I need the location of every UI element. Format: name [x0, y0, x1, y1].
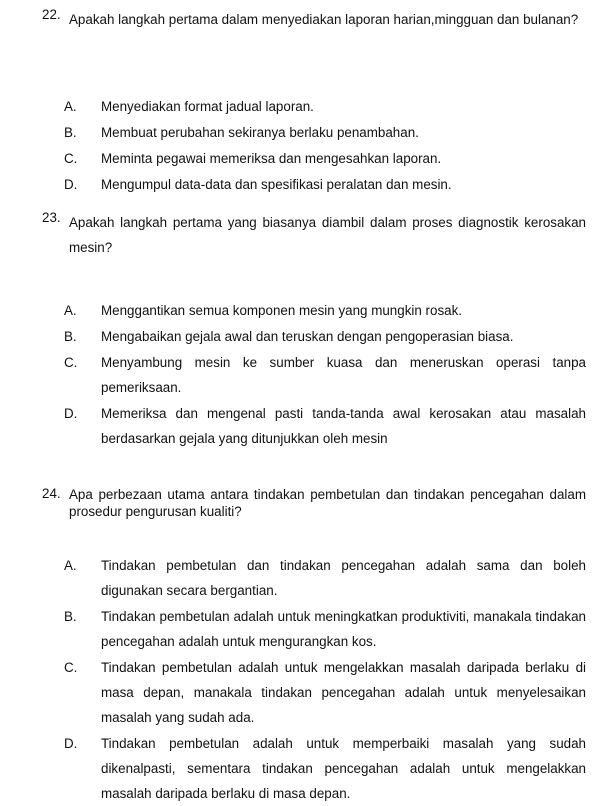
- option-c[interactable]: [64, 655, 586, 730]
- option-letter: D.: [64, 406, 78, 421]
- option-text: Mengabaikan gejala awal dan teruskan dengan pengoperasian biasa.: [101, 329, 514, 344]
- option-text: Menggantikan semua komponen mesin yang mungkin rosak.: [101, 303, 463, 318]
- question-number: 24.: [42, 486, 61, 501]
- option-text: Meminta pegawai memeriksa dan mengesahkan laporan.: [101, 151, 442, 166]
- options-24: [64, 553, 586, 806]
- option-letter: C.: [64, 151, 78, 166]
- options-22: [64, 94, 586, 197]
- option-a[interactable]: [64, 94, 586, 119]
- option-text: Menyediakan format jadual laporan.: [101, 99, 314, 114]
- option-letter: C.: [64, 355, 78, 370]
- option-b[interactable]: [64, 120, 586, 145]
- option-text: Mengumpul data-data dan spesifikasi peralatan dan mesin.: [101, 177, 452, 192]
- question-22: [44, 7, 586, 32]
- option-b[interactable]: [64, 324, 586, 349]
- option-text: Membuat perubahan sekiranya berlaku penambahan.: [101, 125, 419, 140]
- option-c[interactable]: [64, 146, 586, 171]
- option-letter: A.: [64, 303, 77, 318]
- question-23: [44, 210, 586, 260]
- option-letter: B.: [64, 609, 77, 624]
- option-c[interactable]: [64, 350, 586, 400]
- option-text: Memeriksa dan mengenal pasti tanda-tanda awal kerosakan atau masalah berdasarkan gejala yang ditunjukkan oleh mesin: [101, 406, 586, 446]
- option-b[interactable]: [64, 604, 586, 654]
- option-text: Tindakan pembetulan dan tindakan pencegahan adalah sama dan boleh digunakan secara bergantian.: [101, 558, 586, 598]
- option-text: Menyambung mesin ke sumber kuasa dan meneruskan operasi tanpa pemeriksaan.: [101, 355, 586, 395]
- option-a[interactable]: [64, 553, 586, 603]
- option-letter: A.: [64, 99, 77, 114]
- option-text: Tindakan pembetulan adalah untuk mengelakkan masalah daripada berlaku di masa depan, manakala tindakan pencegahan adalah untuk menyelesaikan masalah yang sudah ada.: [101, 660, 586, 725]
- question-text: Apakah langkah pertama dalam menyediakan laporan harian,mingguan dan bulanan?: [69, 12, 579, 27]
- option-text: Tindakan pembetulan adalah untuk memperbaiki masalah yang sudah dikenalpasti, sementara tindakan pencegahan adalah untuk mengelakkan masalah daripada berlaku di masa depan.: [101, 736, 586, 801]
- question-text: Apakah langkah pertama yang biasanya diambil dalam proses diagnostik kerosakan mesin?: [69, 215, 586, 255]
- option-d[interactable]: [64, 731, 586, 806]
- option-letter: B.: [64, 125, 77, 140]
- question-text: Apa perbezaan utama antara tindakan pembetulan dan tindakan pencegahan dalam prosedur pengurusan kualiti?: [69, 487, 586, 519]
- option-letter: C.: [64, 660, 78, 675]
- question-24: [44, 486, 586, 520]
- options-23: [64, 298, 586, 451]
- question-number: 22.: [42, 7, 61, 22]
- option-letter: D.: [64, 736, 78, 751]
- option-d[interactable]: [64, 172, 586, 197]
- option-text: Tindakan pembetulan adalah untuk meningkatkan produktiviti, manakala tindakan pencegahan adalah untuk mengurangkan kos.: [101, 609, 586, 649]
- option-letter: A.: [64, 558, 77, 573]
- option-letter: B.: [64, 329, 77, 344]
- option-d[interactable]: [64, 401, 586, 451]
- option-a[interactable]: [64, 298, 586, 323]
- option-letter: D.: [64, 177, 78, 192]
- question-number: 23.: [42, 210, 61, 225]
